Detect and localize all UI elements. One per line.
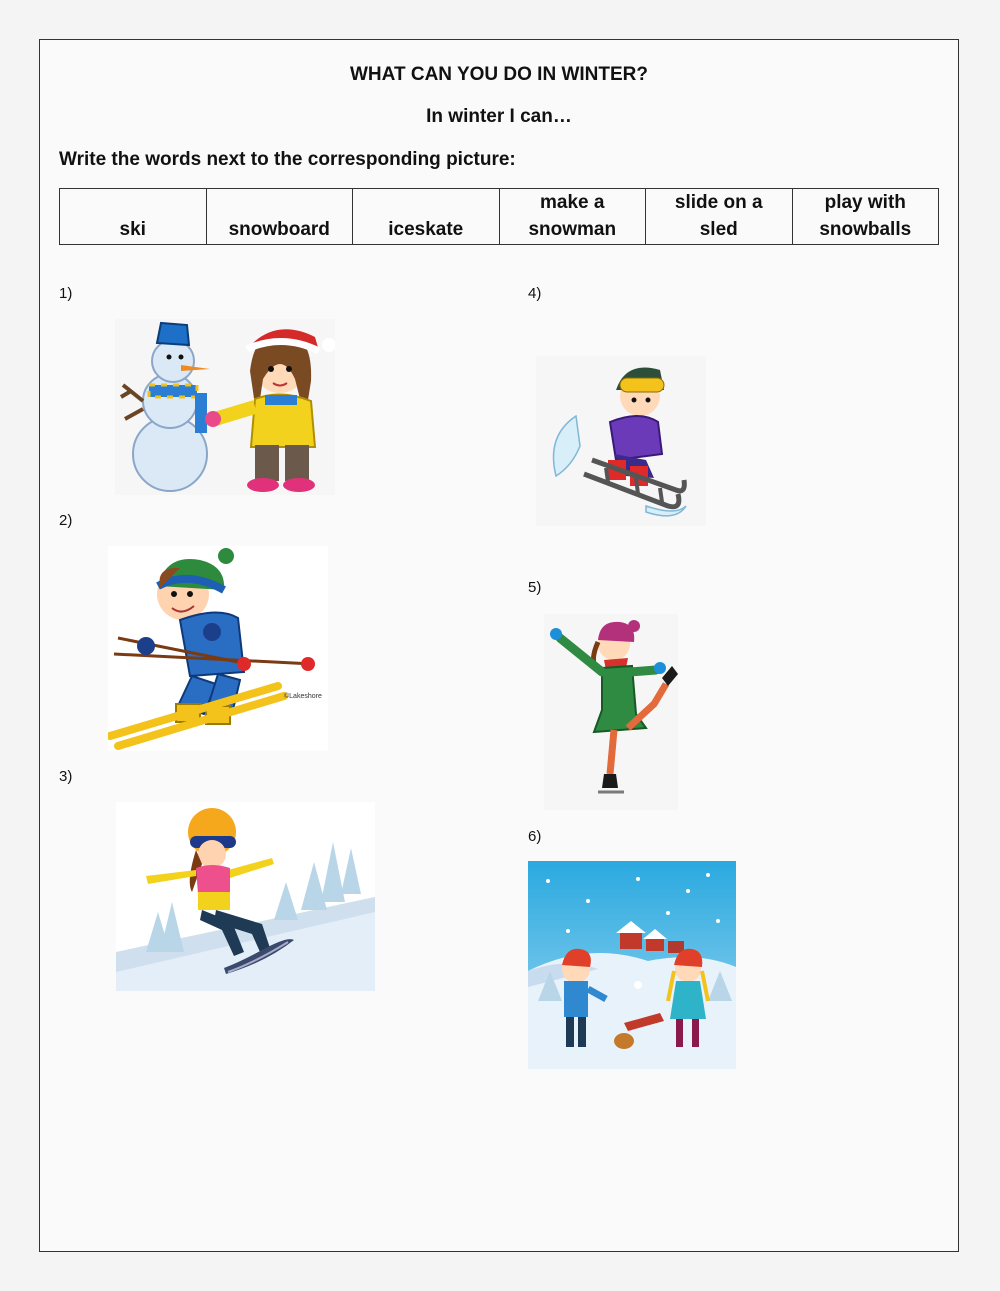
word-bank-cell: slide on a sled <box>646 189 793 245</box>
item-number: 2) <box>59 512 73 529</box>
item-number: 1) <box>59 285 73 302</box>
girl-snowboarding-image <box>116 802 375 991</box>
word-bank-cell: iceskate <box>353 189 500 245</box>
item-number: 3) <box>59 768 73 785</box>
kids-snowball-fight-image <box>528 861 736 1069</box>
worksheet-page <box>39 39 959 1252</box>
girl-iceskating-image <box>544 614 678 810</box>
word-bank-cell: snowboard <box>206 189 353 245</box>
item-number: 4) <box>528 285 542 302</box>
kid-building-snowman-image <box>115 319 335 495</box>
worksheet-title: WHAT CAN YOU DO IN WINTER? <box>350 64 648 85</box>
boy-sledding-image <box>536 356 706 526</box>
word-bank-table <box>59 188 939 245</box>
boy-skiing-image <box>108 546 328 751</box>
item-number: 6) <box>528 828 542 845</box>
word-bank-cell: ski <box>60 189 207 245</box>
item-number: 5) <box>528 579 542 596</box>
instruction-text: Write the words next to the corresponding picture: <box>59 149 516 170</box>
word-bank-cell: make a snowman <box>499 189 646 245</box>
watermark-text: ©Lakeshore <box>284 693 322 700</box>
worksheet-subtitle: In winter I can… <box>426 106 572 127</box>
word-bank-cell: play with snowballs <box>792 189 939 245</box>
